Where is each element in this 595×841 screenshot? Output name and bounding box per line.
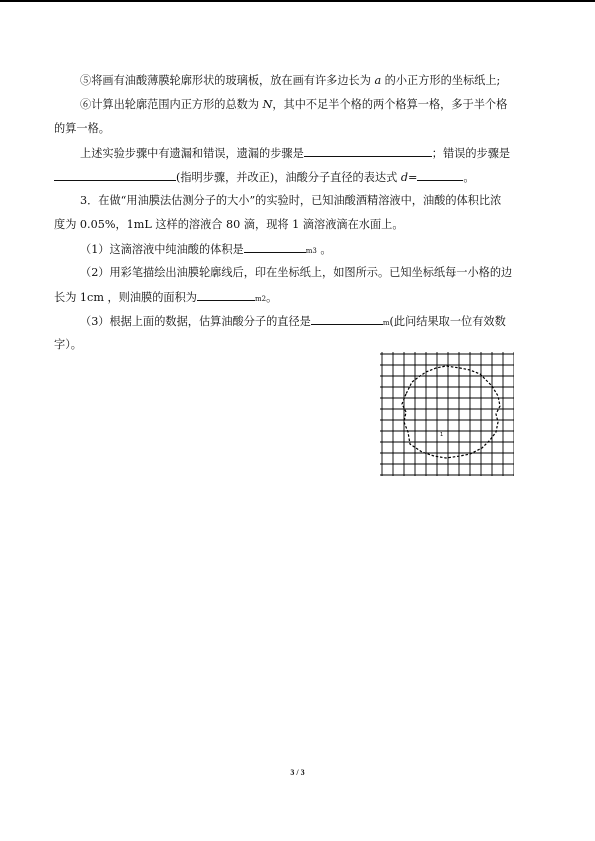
q2-unit: m	[254, 295, 262, 303]
q1-pre: （1）这滴溶液中纯油酸的体积是	[80, 243, 244, 256]
problem-3-q3-line-2: 字）。	[54, 338, 82, 351]
problem-3-q1	[80, 242, 570, 258]
q2-sup: 2	[261, 295, 267, 303]
problem-3-q3-line-1	[80, 314, 570, 330]
step-5	[80, 74, 570, 87]
step-6-line-1	[80, 98, 570, 111]
q3-blank[interactable]	[311, 314, 383, 325]
question-line-1	[80, 146, 570, 160]
q3-post: (此问结果取一位有效数	[389, 315, 506, 328]
oil-film-outline	[402, 366, 500, 458]
page-footer: 3 / 3	[290, 768, 305, 777]
q1-blank[interactable]	[244, 242, 306, 253]
q2-blank[interactable]	[197, 290, 255, 301]
step-6-var: N	[262, 98, 273, 111]
expr-eq: =	[408, 171, 418, 184]
figure-label: 1	[440, 432, 444, 438]
q2-post: 。	[266, 291, 278, 304]
q3-pre: （3）根据上面的数据，估算油酸分子的直径是	[80, 315, 311, 328]
diameter-expr-blank[interactable]	[417, 170, 463, 181]
q3-unit: m	[382, 319, 390, 327]
expr-var: d	[400, 171, 409, 184]
step-6-line-2: 的算一格。	[54, 122, 110, 135]
question-pre: 上述实验步骤中有遗漏和错误，遗漏的步骤是	[80, 147, 304, 160]
question-end: 。	[463, 171, 475, 184]
top-border	[0, 0, 595, 2]
oil-film-grid-figure	[380, 352, 514, 476]
step-6-pre: ⑥计算出轮廓范围内正方形的总数为	[80, 98, 263, 111]
question-post: ；错误的步骤是	[431, 147, 511, 160]
problem-3-line-2: 度为 0.05%，1mL 这样的溶液合 80 滴，现将 1 滴溶液滴在水面上。	[54, 218, 404, 231]
question-line-2	[54, 170, 544, 184]
problem-3-q2-line-1: （2）用彩笔描绘出油膜轮廓线后，印在坐标纸上，如图所示。已知坐标纸每一小格的边	[80, 266, 513, 279]
omitted-step-blank[interactable]	[304, 146, 432, 157]
problem-3-line-1: 3．在做“用油膜法估测分子的大小”的实验时，已知油酸酒精溶液中，油酸的体积比浓	[80, 194, 502, 207]
wrong-step-blank[interactable]	[54, 170, 176, 181]
question-mid: (指明步骤，并改正)，油酸分子直径的表达式	[176, 171, 401, 184]
step-5-var: a	[374, 74, 382, 87]
step-5-post: 的小正方形的坐标纸上;	[381, 74, 501, 87]
problem-3-q2-line-2	[54, 290, 544, 306]
q1-post: 。	[316, 243, 332, 256]
q1-unit: m	[305, 247, 313, 255]
q2-pre: 长为 1cm ，则油膜的面积为	[54, 291, 197, 304]
q1-sup: 3	[312, 247, 317, 255]
step-5-pre: ⑤将画有油酸薄膜轮廓形状的玻璃板，放在画有许多边长为	[80, 74, 375, 87]
step-6-post: ，其中不足半个格的两个格算一格，多于半个格	[272, 98, 508, 111]
